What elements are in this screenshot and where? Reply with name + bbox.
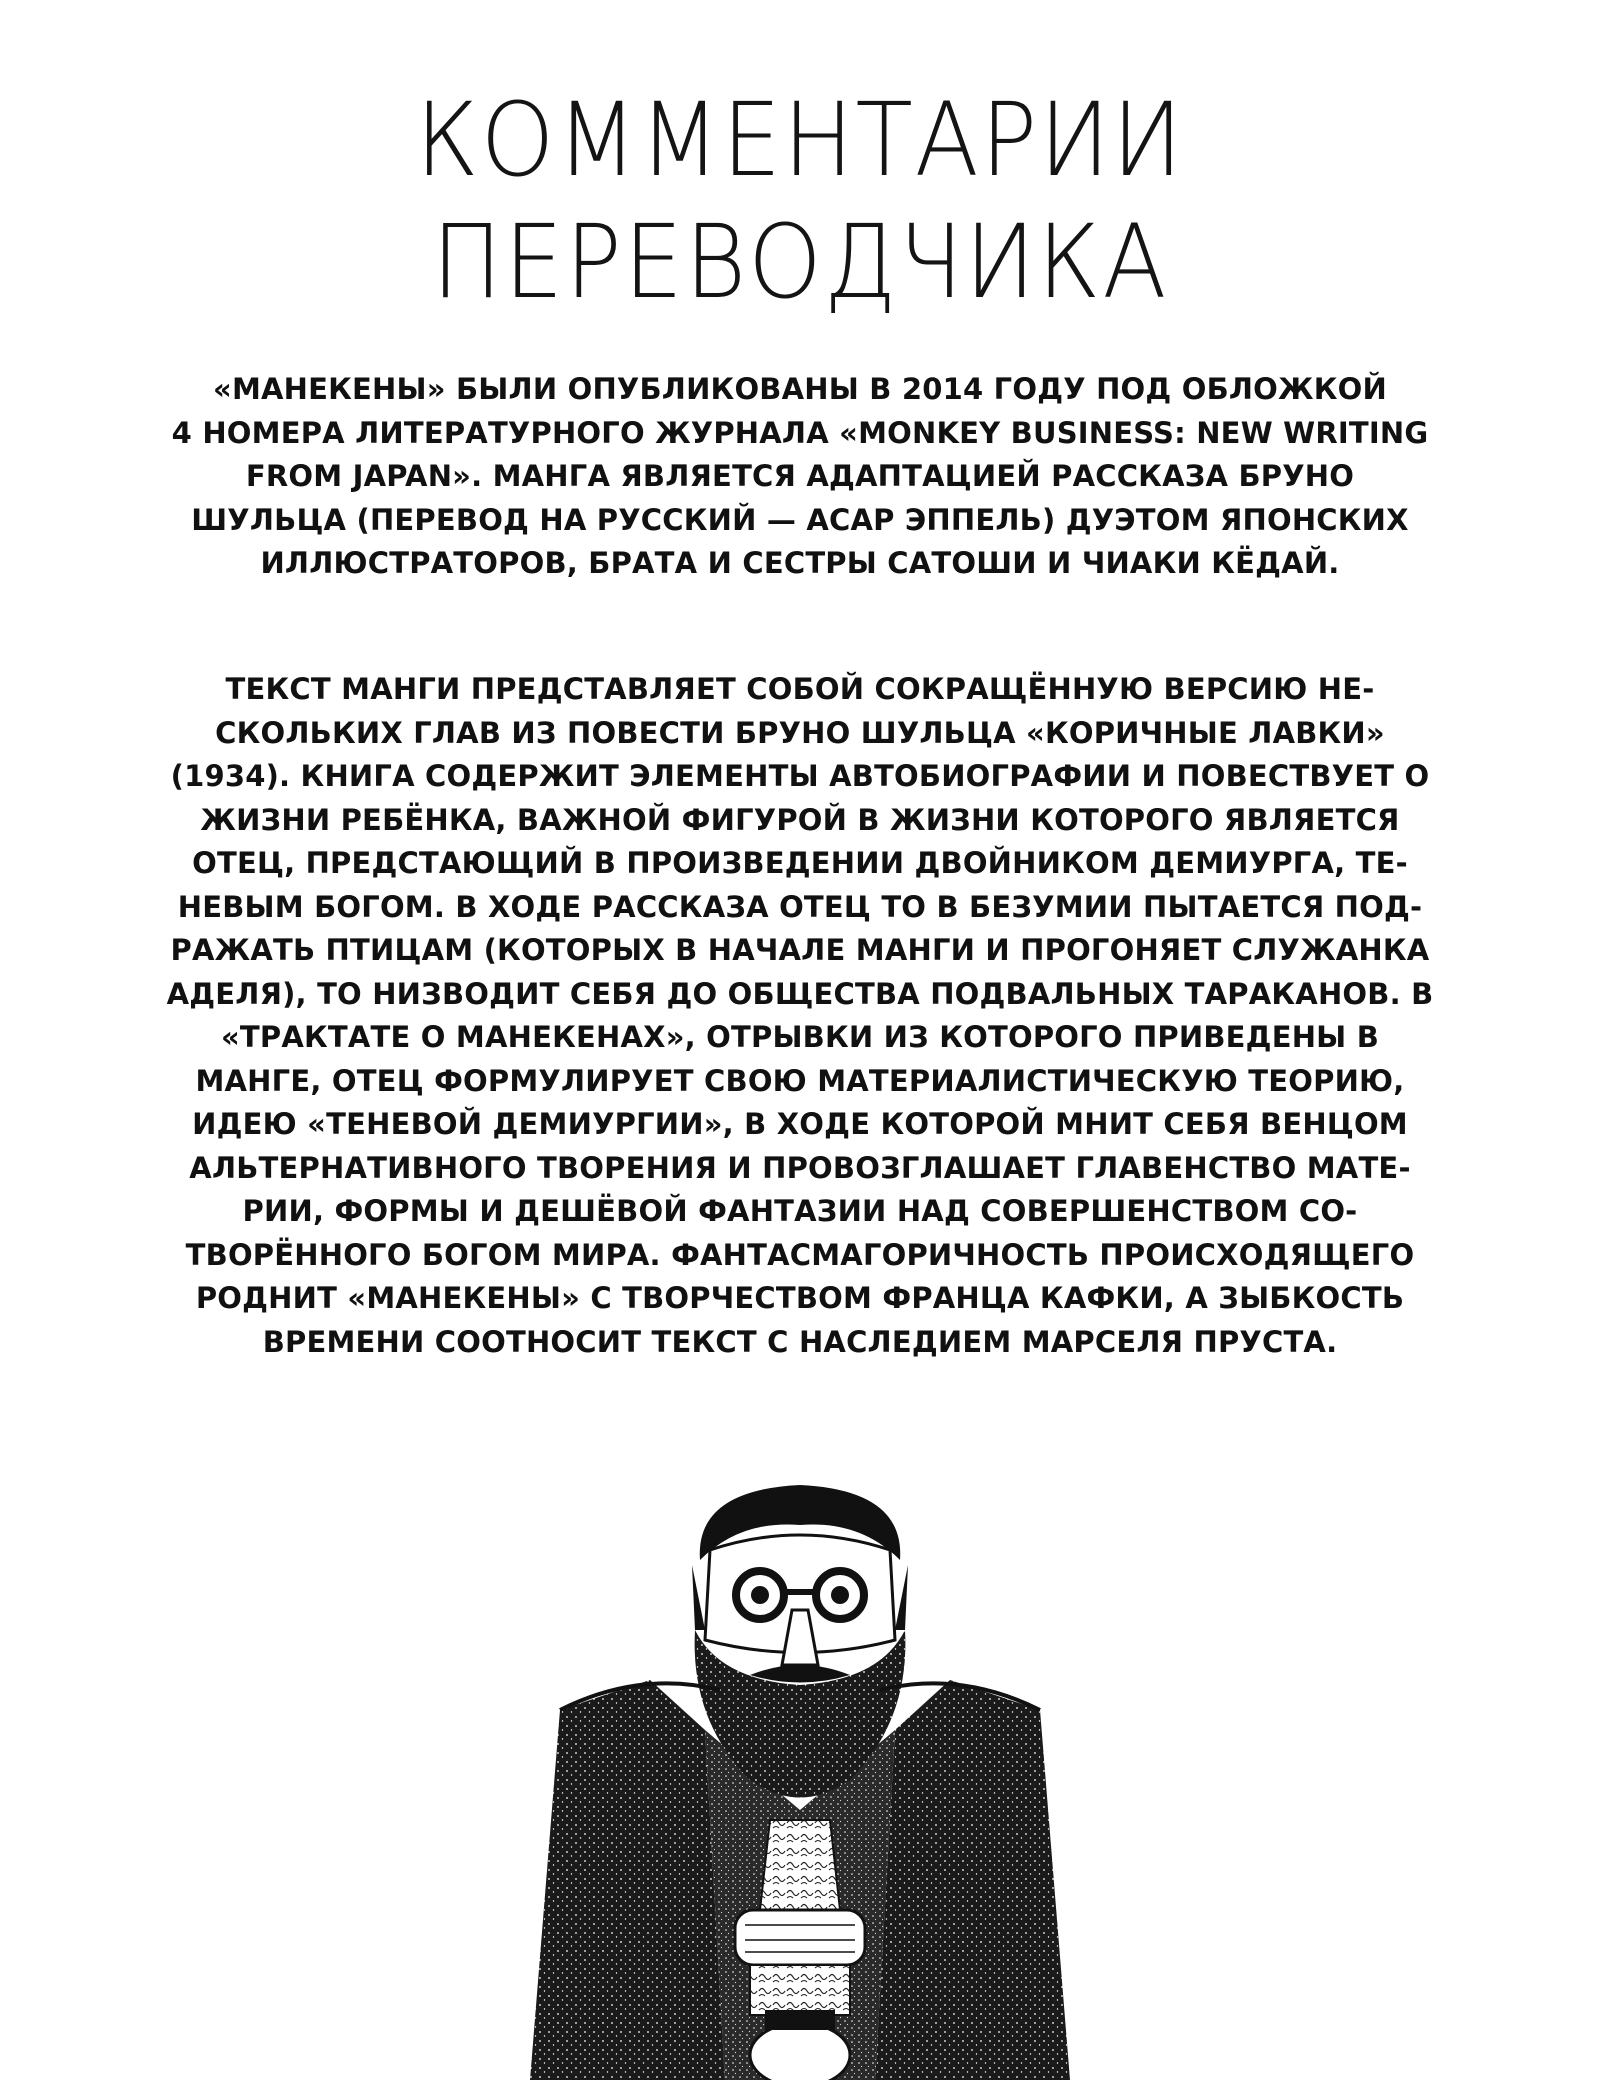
paragraph-line: СКОЛЬКИХ ГЛАВ ИЗ ПОВЕСТИ БРУНО ШУЛЬЦА «КОРИЧНЫЕ ЛАВКИ» bbox=[215, 715, 1385, 750]
paragraph-line: ОТЕЦ, ПРЕДСТАЮЩИЙ В ПРОИЗВЕДЕНИИ ДВОЙНИКОМ ДЕМИУРГА, ТЕ- bbox=[192, 846, 1408, 880]
paragraph-line: НЕВЫМ БОГОМ. В ХОДЕ РАССКАЗА ОТЕЦ ТО В БЕЗУМИИ ПЫТАЕТСЯ ПОД- bbox=[177, 889, 1423, 924]
paragraph-intro bbox=[160, 368, 1440, 586]
paragraph-line: «МАНЕКЕНЫ» БЫЛИ ОПУБЛИКОВАНЫ В 2014 ГОДУ ПОД ОБЛОЖКОЙ bbox=[213, 372, 1387, 406]
paragraph-line: FROM JAPAN». МАНГА ЯВЛЯЕТСЯ АДАПТАЦИЕЙ РАССКАЗА БРУНО bbox=[245, 459, 1355, 493]
page-title bbox=[0, 80, 1600, 324]
paragraph-line: ВРЕМЕНИ СООТНОСИТ ТЕКСТ С НАСЛЕДИЕМ МАРСЕЛЯ ПРУСТА. bbox=[262, 1324, 1338, 1359]
title-line-1: КОММЕНТАРИИ bbox=[415, 81, 1185, 200]
paragraph-line: РАЖАТЬ ПТИЦАМ (КОТОРЫХ В НАЧАЛЕ МАНГИ И ПРОГОНЯЕТ СЛУЖАНКА bbox=[170, 933, 1430, 967]
paragraph-line: «ТРАКТАТЕ О МАНЕКЕНАХ», ОТРЫВКИ ИЗ КОТОРОГО ПРИВЕДЕНЫ В bbox=[220, 1020, 1380, 1054]
paragraph-line: АДЕЛЯ), ТО НИЗВОДИТ СЕБЯ ДО ОБЩЕСТВА ПОДВАЛЬНЫХ ТАРАКАНОВ. В bbox=[166, 976, 1434, 1011]
vest-left-shape bbox=[530, 1680, 725, 2080]
vest-right-shape bbox=[875, 1680, 1070, 2080]
paragraph-line: РИИ, ФОРМЫ И ДЕШЁВОЙ ФАНТАЗИИ НАД СОВЕРШЕНСТВОМ СО- bbox=[242, 1194, 1358, 1228]
paragraph-line: АЛЬТЕРНАТИВНОГО ТВОРЕНИЯ И ПРОВОЗГЛАШАЕТ ГЛАВЕНСТВО МАТЕ- bbox=[189, 1150, 1411, 1185]
paragraph-line: ИДЕЮ «ТЕНЕВОЙ ДЕМИУРГИИ», В ХОДЕ КОТОРОЙ МНИТ СЕБЯ ВЕНЦОМ bbox=[192, 1107, 1408, 1141]
paragraph-line: ТЕКСТ МАНГИ ПРЕДСТАВЛЯЕТ СОБОЙ СОКРАЩЁННУЮ ВЕРСИЮ НЕ- bbox=[225, 672, 1375, 706]
paragraph-line: МАНГЕ, ОТЕЦ ФОРМУЛИРУЕТ СВОЮ МАТЕРИАЛИСТИЧЕСКУЮ ТЕОРИЮ, bbox=[195, 1063, 1405, 1098]
paragraph-line: ЖИЗНИ РЕБЁНКА, ВАЖНОЙ ФИГУРОЙ В ЖИЗНИ КОТОРОГО ЯВЛЯЕТСЯ bbox=[200, 802, 1400, 837]
paragraph-analysis bbox=[160, 668, 1440, 1364]
paragraph-line: ШУЛЬЦА (ПЕРЕВОД НА РУССКИЙ — АСАР ЭППЕЛЬ) ДУЭТОМ ЯПОНСКИХ bbox=[191, 502, 1409, 537]
bearded-man-illustration-icon bbox=[520, 1480, 1080, 2080]
paragraph-line: РОДНИТ «МАНЕКЕНЫ» С ТВОРЧЕСТВОМ ФРАНЦА КАФКИ, А ЗЫБКОСТЬ bbox=[195, 1281, 1405, 1315]
paragraph-line: 4 НОМЕРА ЛИТЕРАТУРНОГО ЖУРНАЛА «MONKEY BUSINESS: NEW WRITING bbox=[171, 415, 1429, 450]
paragraph-line: ИЛЛЮСТРАТОРОВ, БРАТА И СЕСТРЫ САТОШИ И ЧИАКИ КЁДАЙ. bbox=[260, 546, 1340, 580]
title-line-2: ПЕРЕВОДЧИКА bbox=[431, 203, 1169, 322]
paragraph-line: (1934). КНИГА СОДЕРЖИТ ЭЛЕМЕНТЫ АВТОБИОГРАФИИ И ПОВЕСТВУЕТ О bbox=[170, 759, 1430, 793]
paragraph-line: ТВОРЁННОГО БОГОМ МИРА. ФАНТАСМАГОРИЧНОСТЬ ПРОИСХОДЯЩЕГО bbox=[185, 1237, 1415, 1272]
